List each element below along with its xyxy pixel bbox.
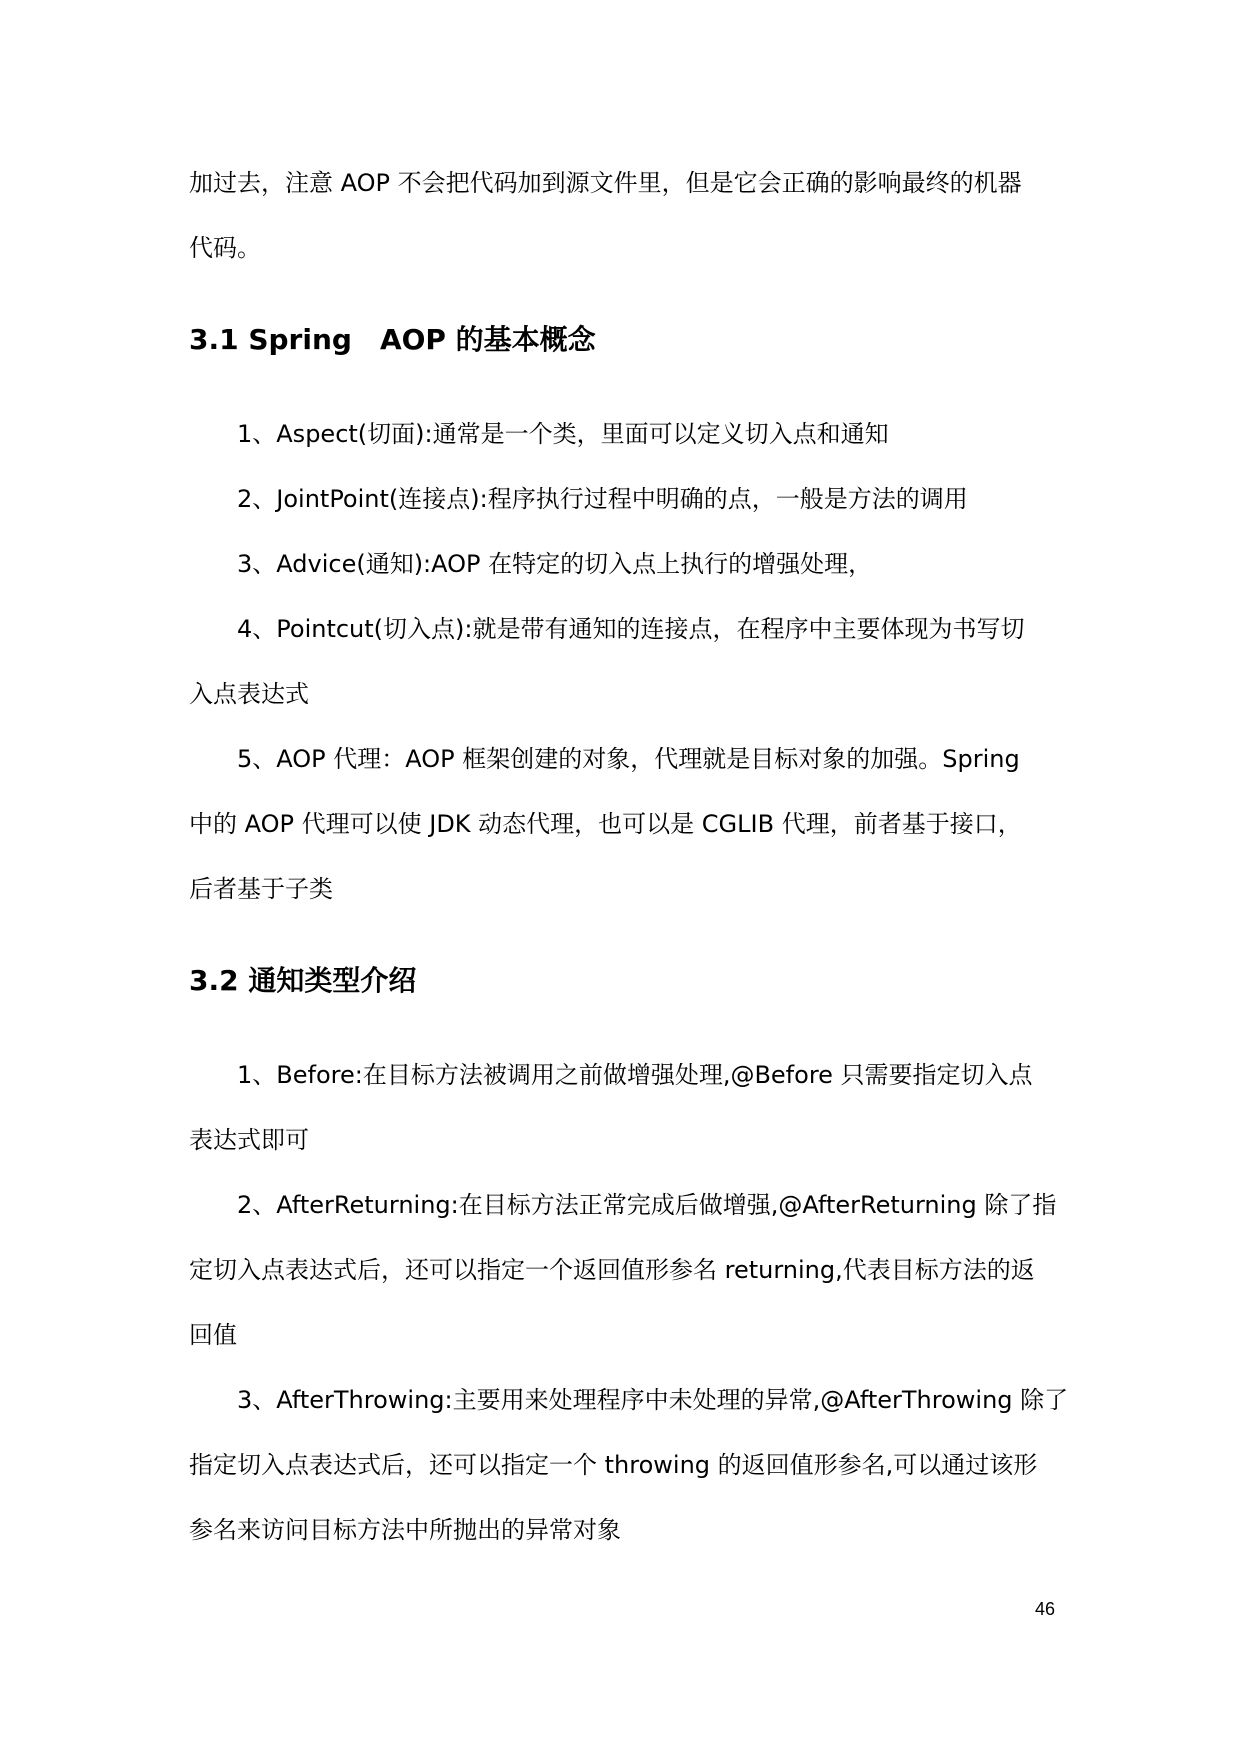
intro-line-2: 代码。 — [189, 234, 261, 262]
concept-item-aop-proxy: 5、AOP 代理：AOP 框架创建的对象，代理就是目标对象的加强。Spring — [237, 745, 1020, 773]
advice-type-afterthrowing: 3、AfterThrowing:主要用来处理程序中未处理的异常,@AfterThrowing 除了 — [237, 1386, 1069, 1414]
concept-item-aop-proxy-cont-1: 中的 AOP 代理可以使 JDK 动态代理，也可以是 CGLIB 代理，前者基于接口， — [189, 810, 1022, 838]
advice-type-before: 1、Before:在目标方法被调用之前做增强处理,@Before 只需要指定切入点 — [237, 1061, 1033, 1089]
concept-item-pointcut-cont: 入点表达式 — [189, 680, 309, 708]
intro-line-1: 加过去，注意 AOP 不会把代码加到源文件里，但是它会正确的影响最终的机器 — [189, 169, 1022, 197]
section-3-2-heading: 3.2 通知类型介绍 — [189, 964, 417, 997]
concept-item-advice: 3、Advice(通知):AOP 在特定的切入点上执行的增强处理， — [237, 550, 873, 578]
advice-type-afterreturning-cont-2: 回值 — [189, 1321, 237, 1349]
concept-item-jointpoint: 2、JointPoint(连接点):程序执行过程中明确的点，一般是方法的调用 — [237, 485, 968, 513]
advice-type-before-cont: 表达式即可 — [189, 1126, 309, 1154]
section-3-1-heading: 3.1 Spring AOP 的基本概念 — [189, 323, 596, 356]
advice-type-afterthrowing-cont-2: 参名来访问目标方法中所抛出的异常对象 — [189, 1516, 621, 1544]
page-number: 46 — [1035, 1599, 1056, 1619]
advice-type-afterreturning-cont-1: 定切入点表达式后，还可以指定一个返回值形参名 returning,代表目标方法的返 — [189, 1256, 1035, 1284]
concept-item-pointcut: 4、Pointcut(切入点):就是带有通知的连接点，在程序中主要体现为书写切 — [237, 615, 1025, 643]
advice-type-afterreturning: 2、AfterReturning:在目标方法正常完成后做增强,@AfterReturning 除了指 — [237, 1191, 1057, 1219]
concept-item-aspect: 1、Aspect(切面):通常是一个类，里面可以定义切入点和通知 — [237, 420, 889, 448]
concept-item-aop-proxy-cont-2: 后者基于子类 — [189, 875, 333, 903]
advice-type-afterthrowing-cont-1: 指定切入点表达式后，还可以指定一个 throwing 的返回值形参名,可以通过该形 — [189, 1451, 1038, 1479]
